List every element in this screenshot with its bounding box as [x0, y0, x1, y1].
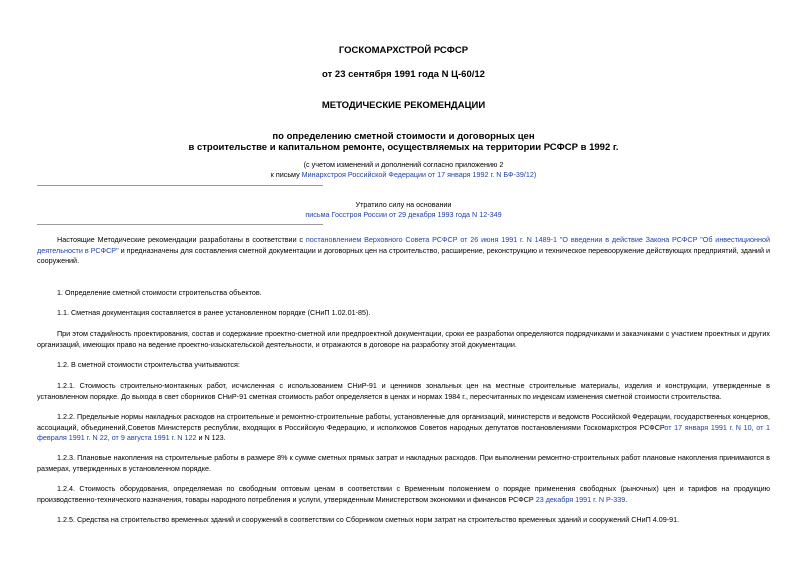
- section-1-2: 1.2. В сметной стоимости строительства учитываются:: [57, 360, 240, 369]
- section-1-2-2: [37, 412, 770, 444]
- section-1-2-3: 1.2.3. Плановые накопления на строительные работы в размере 8% к сумме сметных прямых затрат и накладных расходов. При выполнении ремонтно-строительных работ плановые накопления принимаются в размерах, утвержденных в установленном порядке.: [37, 453, 770, 473]
- s1-2-4-tail: .: [625, 494, 628, 504]
- s1-2-4-text: 1.2.4. Стоимость оборудования, определяемая по свободным оптовым ценам в соответствии с Временным положением о порядке применения свободных (рыночных) цен и тарифов на продукцию производственно-технического назначения, товары народного потребления и услуги, утвержденным Министерством экономики и финансов РСФСР: [37, 484, 770, 504]
- section-1-2-5: 1.2.5. Средства на строительство временных зданий и сооружений в соответствии со Сборником сметных норм затрат на строительство временных зданий и сооружений СНиП 4.09-91.: [57, 515, 680, 524]
- intro-link[interactable]: постановлением Верховного Совета РСФСР от 26 июня 1991 г. N 1489-1 "О введении в действие Закона РСФСР "Об инвестиционной деятельности в РСФСР": [37, 235, 771, 255]
- doc-title-line1: по определению сметной стоимости и договорных цен: [272, 131, 535, 142]
- amend-note-line2: [0, 170, 807, 179]
- date-number: от 23 сентября 1991 года N Ц-60/12: [322, 69, 485, 80]
- s1-2-2-link[interactable]: от 17 января 1991 г. N 10, от 1 февраля 1991 г. N 22, от 9 августа 1991 г. N 122: [37, 422, 771, 442]
- s1-2-4-link[interactable]: 23 декабря 1991 г. N Р-339: [535, 494, 626, 504]
- doc-title-line2: в строительстве и капитальном ремонте, осуществляемых на территории РСФСР в 1992 г.: [188, 142, 619, 153]
- divider-top: [37, 185, 323, 186]
- intro-paragraph: [37, 235, 770, 267]
- s1-2-2-text: 1.2.2. Предельные нормы накладных расходов на строительные и ремонтно-строительные работы, установленные для организаций, министерств и ведомств Российской Федерации, государственных концернов, ассоциаций, объединений,Советов Министерств республик, входящих в Российскую Федерацию, и исполкомов Советов народных депутатов постановлениями Госкомархстроя РСФСР: [37, 412, 770, 432]
- section-1-heading: 1. Определение сметной стоимости строительства объектов.: [57, 288, 262, 297]
- doc-type-heading: МЕТОДИЧЕСКИЕ РЕКОМЕНДАЦИИ: [321, 100, 486, 111]
- section-1-2-1: 1.2.1. Стоимость строительно-монтажных работ, исчисленная с использованием СНиР-91 и ценников зональных цен на местные строительные материалы, изделия и конструкции, утвержденные в установленном порядке. До выхода в свет сборников СНиР-91 сметная стоимость работ определяется в ценах и нормах 1984 г., пересчитанных по индексам изменения сметной стоимости строительства.: [37, 381, 770, 401]
- section-1-1: 1.1. Сметная документация составляется в ранее установленном порядке (СНиП 1.02.01-85).: [57, 308, 371, 317]
- amend-prefix: к письму: [270, 170, 302, 179]
- org-name: ГОСКОМАРХСТРОЙ РСФСР: [338, 45, 469, 56]
- amend-note-line1: (с учетом изменений и дополнений согласно приложению 2: [303, 160, 504, 169]
- section-1-1-paragraph: При этом стадийность проектирования, состав и содержание проектно-сметной или предпроектной документации, сроки ее разработки определяются подрядчиками и заказчиками с участием проектных и других организаций, имеющих право на ведение проектно-изыскательской деятельности, и отражаются в договоре на разработку этой документации.: [37, 329, 770, 349]
- status-line1: Утратило силу на основании: [355, 200, 452, 209]
- amend-link[interactable]: Минархстроя Российской Федерации от 17 января 1992 г. N БФ-39/12): [301, 170, 537, 179]
- s1-2-2-tail: и N 123.: [196, 433, 226, 442]
- status-link[interactable]: письма Госстроя России от 29 декабря 1993 года N 12-349: [305, 210, 502, 219]
- divider-bottom: [37, 224, 323, 225]
- intro-text1: Настоящие Методические рекомендации разработаны в соответствии с: [57, 235, 306, 244]
- status-line2: [0, 210, 807, 219]
- intro-text2: и предназначены для составления сметной документации и договорных цен на строительство, расширение, реконструкцию и техническое перевооружение действующих предприятий, зданий и сооружений.: [37, 245, 770, 265]
- section-1-2-4: [37, 484, 770, 505]
